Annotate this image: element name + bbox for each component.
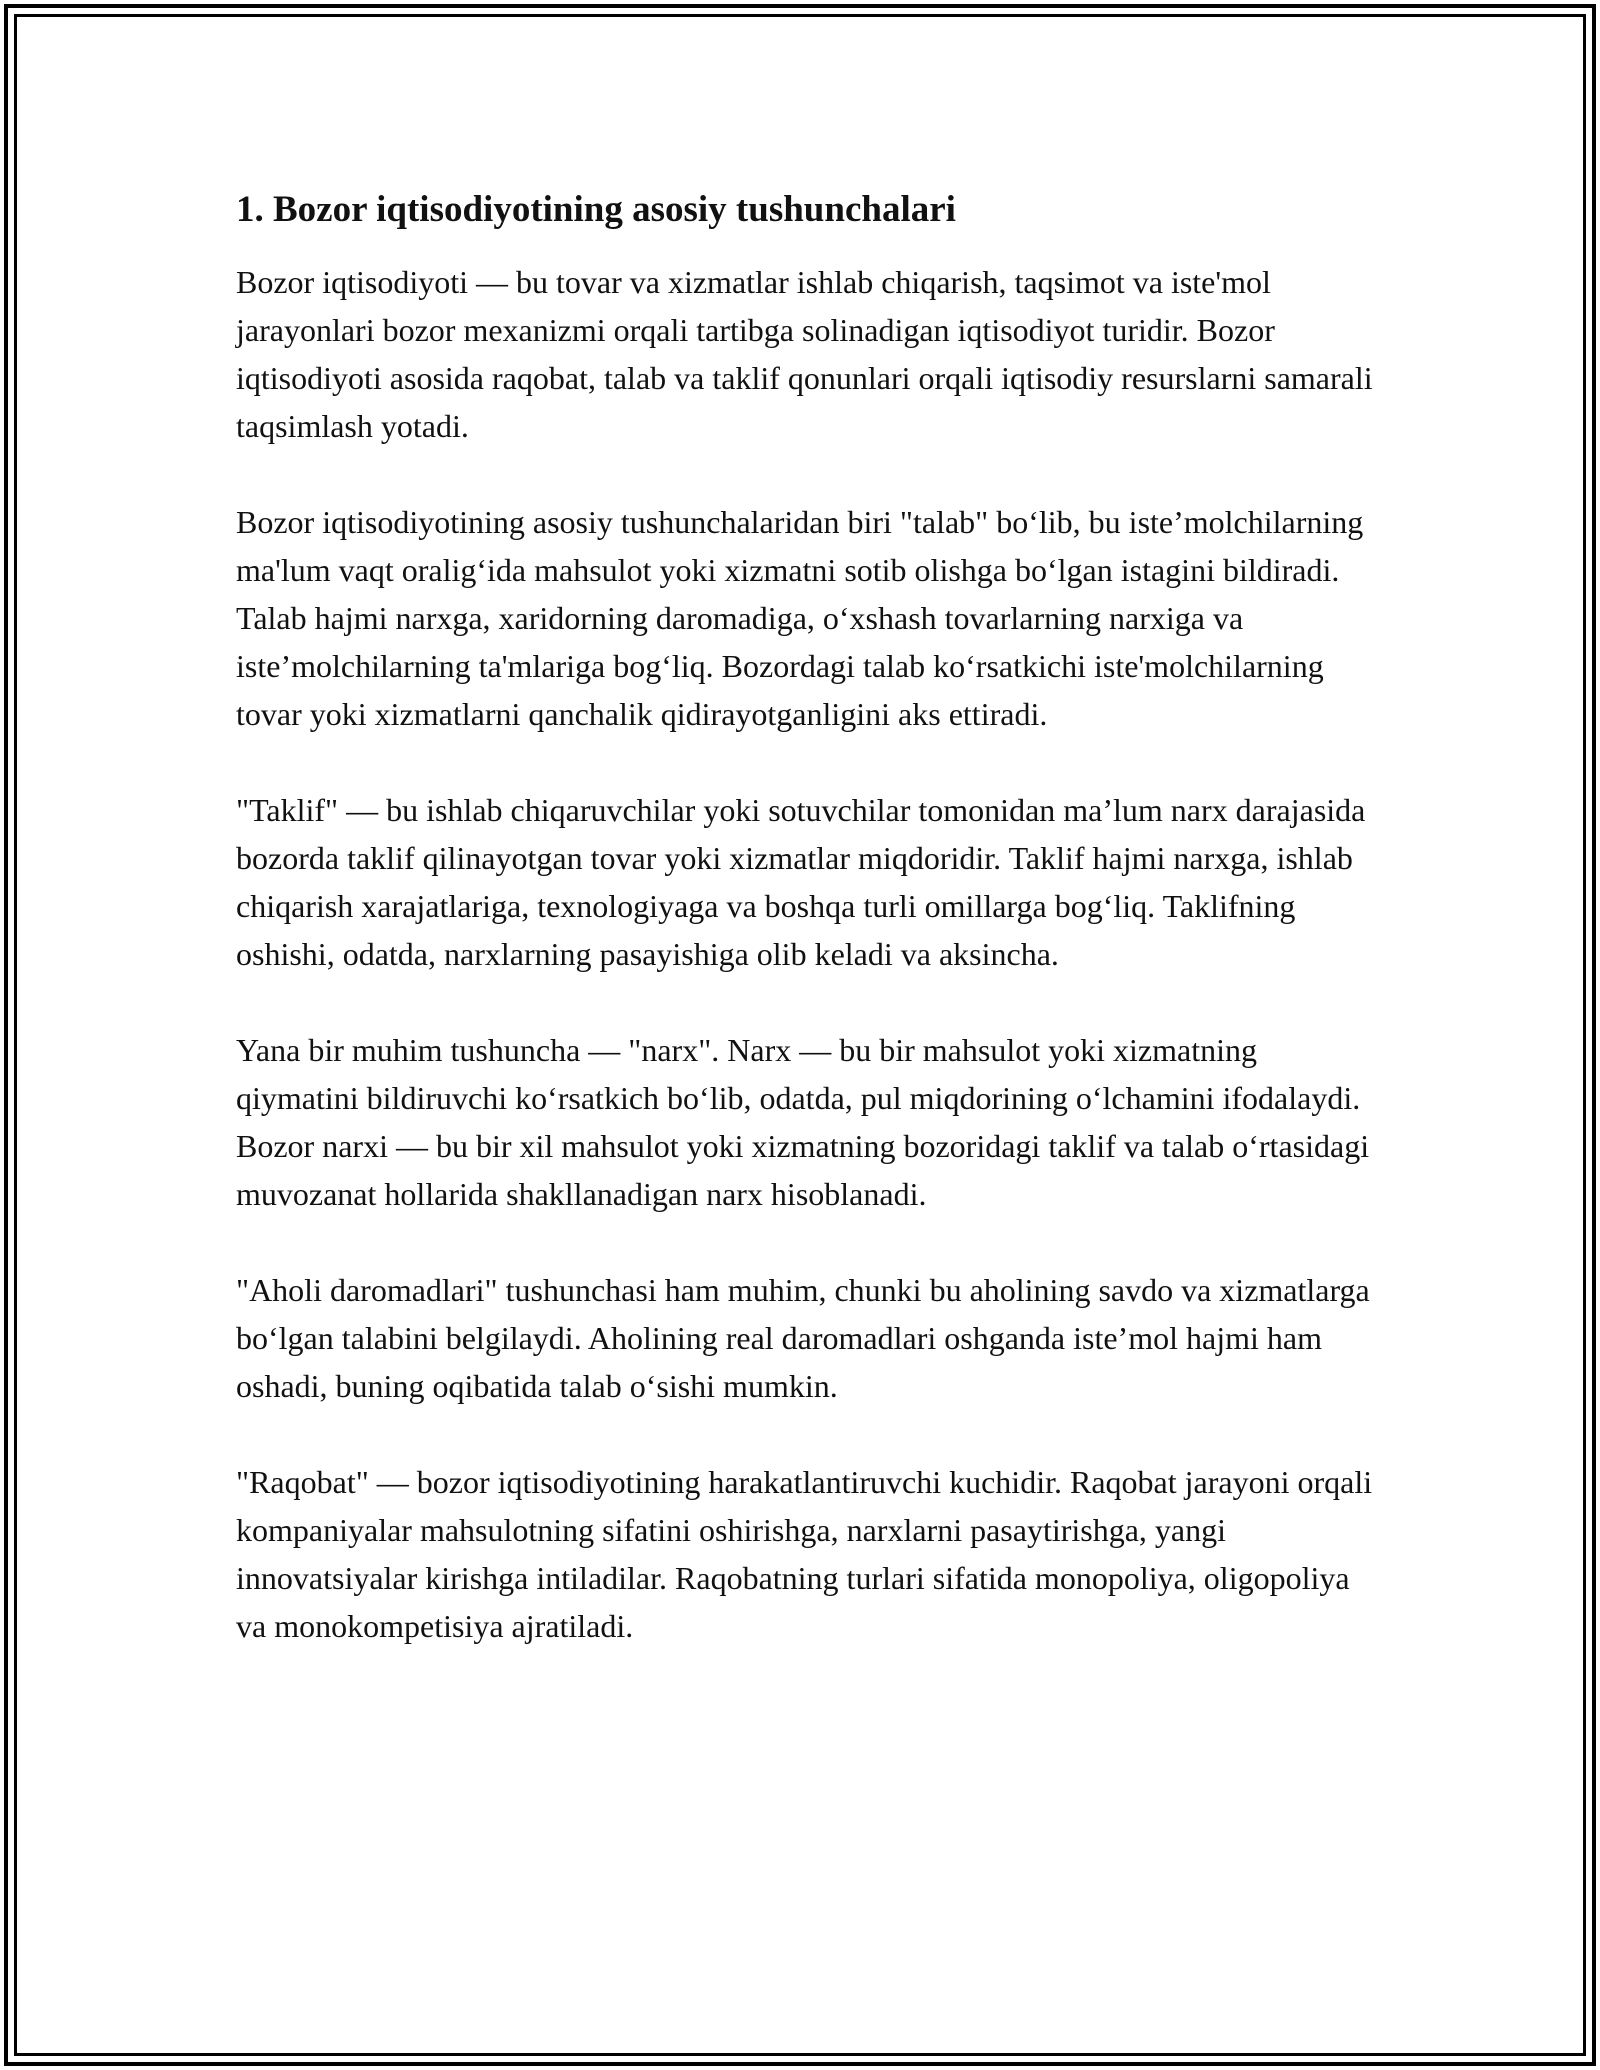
section-heading: 1. Bozor iqtisodiyotining asosiy tushunchalari [236,189,956,230]
paragraph-bozor-iqtisodiyoti: Bozor iqtisodiyoti — bu tovar va xizmatlar ishlab chiqarish, taqsimot va iste'mol jarayonlari bozor mexanizmi orqali tartibga solinadigan iqtisodiyot turidir. Bozor iqtisodiyoti asosida raqobat, talab va taklif qonunlari orqali iqtisodiy resurslarni samarali taqsimlash yotadi. [236,264,1373,445]
paragraph-raqobat: "Raqobat" — bozor iqtisodiyotining harakatlantiruvchi kuchidir. Raqobat jarayoni orqali kompaniyalar mahsulotning sifatini oshirishga, narxlarni pasaytirishga, yangi innovatsiyalar kirishga intiladilar. Raqobatning turlari sifatida monopoliya, oligopoliya va monokompetisiya ajratiladi. [236,1464,1373,1645]
paragraph-taklif: "Taklif" — bu ishlab chiqaruvchilar yoki sotuvchilar tomonidan ma’lum narx darajasida bozorda taklif qilinayotgan tovar yoki xizmatlar miqdoridir. Taklif hajmi narxga, ishlab chiqarish xarajatlariga, texnologiyaga va boshqa turli omillarga bog‘liq. Taklifning oshishi, odatda, narxlarning pasayishiga olib keladi va aksincha. [236,792,1366,973]
paragraph-talab: Bozor iqtisodiyotining asosiy tushunchalaridan biri "talab" bo‘lib, bu iste’molchilarning ma'lum vaqt oralig‘ida mahsulot yoki xizmatni sotib olishga bo‘lgan istagini bildiradi. Talab hajmi narxga, xaridorning daromadiga, o‘xshash tovarlarning narxiga va iste’molchilarning ta'mlariga bog‘liq. Bozordagi talab ko‘rsatkichi iste'molchilarning tovar yoki xizmatlarni qanchalik qidirayotganligini aks ettiradi. [236,504,1364,733]
document-body [236,188,1386,1698]
paragraph-narx: Yana bir muhim tushuncha — "narx". Narx — bu bir mahsulot yoki xizmatning qiymatini bildiruvchi ko‘rsatkich bo‘lib, odatda, pul miqdorining o‘lchamini ifodalaydi. Bozor narxi — bu bir xil mahsulot yoki xizmatning bozoridagi taklif va talab o‘rtasidagi muvozanat hollarida shakllanadigan narx hisoblanadi. [236,1032,1370,1213]
paragraph-aholi-daromadlari: "Aholi daromadlari" tushunchasi ham muhim, chunki bu aholining savdo va xizmatlarga bo‘lgan talabini belgilaydi. Aholining real daromadlari oshganda iste’mol hajmi ham oshadi, buning oqibatida talab o‘sishi mumkin. [236,1272,1370,1405]
